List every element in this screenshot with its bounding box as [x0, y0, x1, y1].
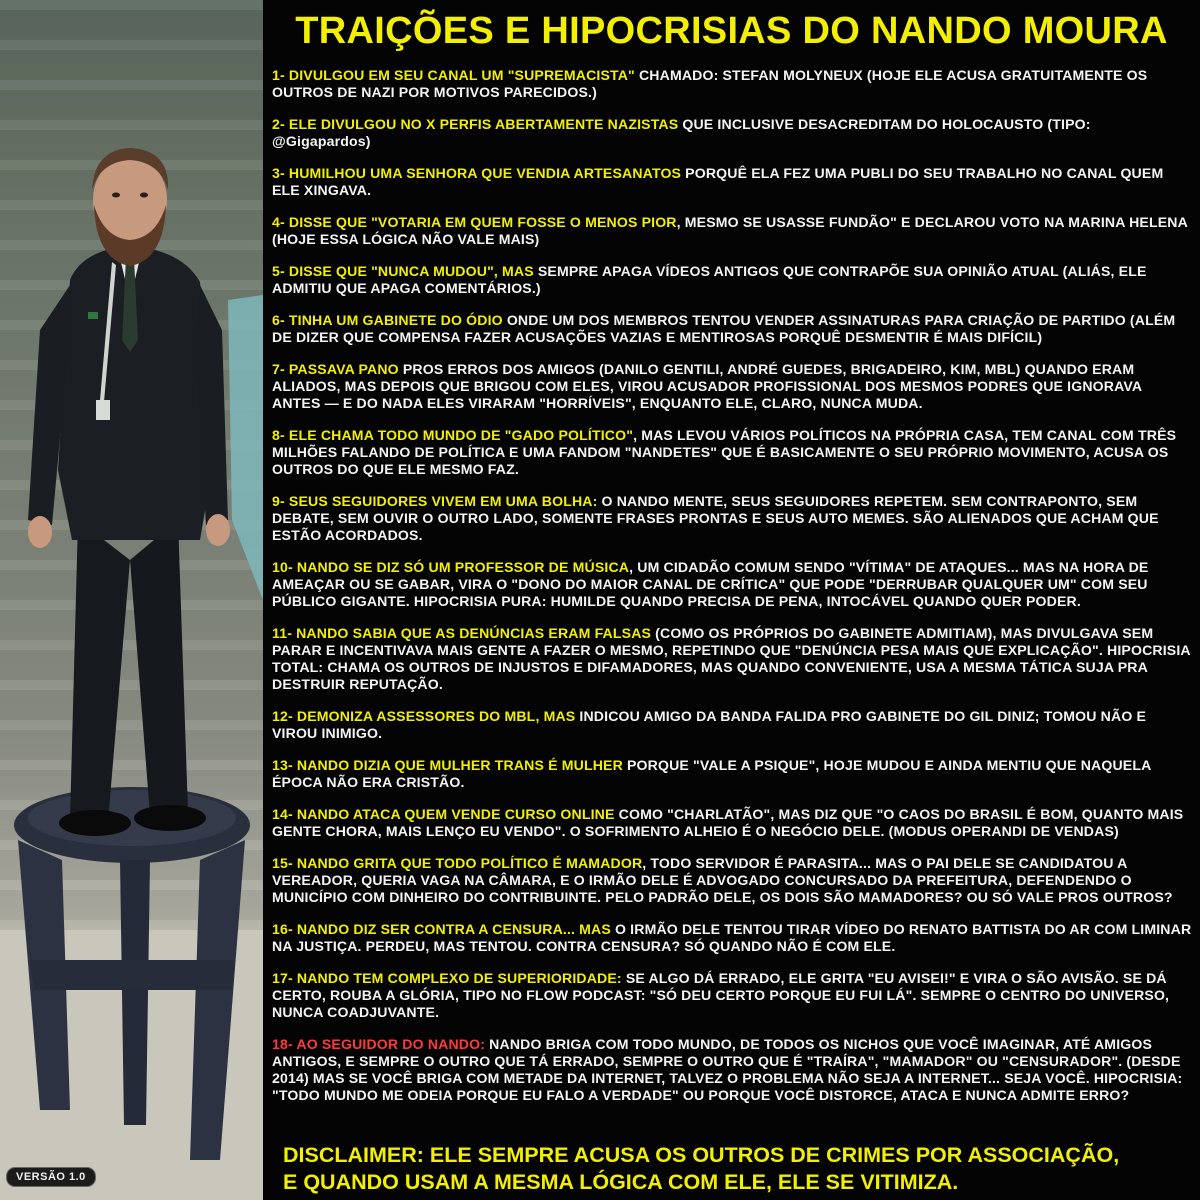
item-text: (COMO OS PRÓPRIOS DO GABINETE ADMITIAM), MAS DIVULGAVA SEM PARAR E INCENTIVAVA MAIS GENTE A FAZER O MESMO, REPETINDO QUE "DENÚNCIA PESA MAIS QUE EXPLICAÇÃO". HIPOCRISIA TOTAL: CHAMA OS OUTROS DE INJUSTOS E DIFAMADORES, MAS QUANDO CONVENIENTE, USA A MESMA TÁTICA SUJA PRA DESTRUIR REPUTAÇÃO.	[272, 625, 1191, 692]
item-highlight: 4- DISSE QUE "VOTARIA EM QUEM FOSSE O MENOS PIOR	[272, 214, 677, 230]
item-text: , MAS LEVOU VÁRIOS POLÍTICOS NA PRÓPRIA CASA, TEM CANAL COM TRÊS MILHÕES FALANDO DE POLÍTICA E UMA FANDOM "NANDETES" QUE É BASICAMENTE O SEU PRÓPRIO MOVIMENTO, ACUSA OS OUTROS DO QUE ELE MESMO FAZ.	[272, 427, 1177, 477]
item-highlight: 8- ELE CHAMA TODO MUNDO DE "GADO POLÍTICO"	[272, 427, 634, 443]
item-highlight: 16- NANDO DIZ SER CONTRA A CENSURA... MAS	[272, 921, 611, 937]
item-highlight: 2- ELE DIVULGOU NO X PERFIS ABERTAMENTE NAZISTAS	[272, 116, 679, 132]
item-text: O IRMÃO DELE TENTOU TIRAR VÍDEO DO RENATO BATTISTA DO AR COM LIMINAR NA JUSTIÇA. PERDEU, MAS TENTOU. CONTRA CENSURA? SÓ QUANDO NÃO É COM ELE.	[272, 921, 1192, 954]
list-item	[272, 214, 1192, 248]
item-text: SEMPRE APAGA VÍDEOS ANTIGOS QUE CONTRAPÕE SUA OPINIÃO ATUAL (ALIÁS, ELE ADMITIU QUE APAGA COMENTÁRIOS.)	[272, 263, 1147, 296]
list-item	[272, 625, 1192, 693]
list-item	[272, 67, 1192, 101]
list-item	[272, 757, 1192, 791]
item-highlight: 11- NANDO SABIA QUE AS DENÚNCIAS ERAM FALSAS	[272, 625, 652, 641]
item-text: QUE INCLUSIVE DESACREDITAM DO HOLOCAUSTO (TIPO: @Gigapardos)	[272, 116, 1091, 149]
list-item	[272, 970, 1192, 1021]
item-text: , MESMO SE USASSE FUNDÃO" E DECLAROU VOTO NA MARINA HELENA (HOJE ESSA LÓGICA NÃO VALE MAIS)	[272, 214, 1188, 247]
item-text: ONDE UM DOS MEMBROS TENTOU VENDER ASSINATURAS PARA CRIAÇÃO DE PARTIDO (ALÉM DE DIZER QUE COMPENSA FAZER ACUSAÇÕES VAZIAS E MENTIROSAS PORQUÊ DESMENTIR É MAIS DIFÍCIL)	[272, 312, 1176, 345]
version-badge: VERSÃO 1.0	[6, 1167, 96, 1187]
item-text: NANDO BRIGA COM TODO MUNDO, DE TODOS OS NICHOS QUE VOCÊ IMAGINAR, ATÉ AMIGOS ANTIGOS, E SEMPRE O OUTRO QUE TÁ ERRADO, SEMPRE O OUTRO QUE É "TRAÍRA", "MAMADOR" OU "CENSURADOR". (DESDE 2014) MAS SE VOCÊ BRIGA COM METADE DA INTERNET, TALVEZ O PROBLEMA NÃO SEJA A INTERNET... SEJA VOCÊ. HIPOCRISIA: "TODO MUNDO ME ODEIA PORQUE EU FALO A VERDADE" OU PORQUE VOCÊ DISTORCE, ATACA E NUNCA ADMITE ERRO?	[272, 1036, 1183, 1103]
accusation-list	[272, 67, 1192, 1119]
item-text: CHAMADO: STEFAN MOLYNEUX (HOJE ELE ACUSA GRATUITAMENTE OS OUTROS DE NAZI POR MOTIVOS PARECIDOS.)	[272, 67, 1148, 100]
list-item	[272, 559, 1192, 610]
list-item	[272, 312, 1192, 346]
item-highlight: 17- NANDO TEM COMPLEXO DE SUPERIORIDADE:	[272, 970, 622, 986]
item-highlight: 15- NANDO GRITA QUE TODO POLÍTICO É MAMADOR	[272, 855, 643, 871]
item-highlight: 13- NANDO DIZIA QUE MULHER TRANS É MULHER	[272, 757, 623, 773]
item-highlight: 5- DISSE QUE "NUNCA MUDOU", MAS	[272, 263, 534, 279]
item-text: INDICOU AMIGO DA BANDA FALIDA PRO GABINETE DO GIL DINIZ; TOMOU NÃO E VIROU INIMIGO.	[272, 708, 1147, 741]
item-text: PORQUE "VALE A PSIQUE", HOJE MUDOU E AINDA MENTIU QUE NAQUELA ÉPOCA NÃO ERA CRISTÃO.	[272, 757, 1151, 790]
item-highlight: 14- NANDO ATACA QUEM VENDE CURSO ONLINE	[272, 806, 615, 822]
disclaimer-line-1: DISCLAIMER: ELE SEMPRE ACUSA OS OUTROS DE CRIMES POR ASSOCIAÇÃO,	[283, 1143, 1120, 1167]
list-item	[272, 855, 1192, 906]
item-text: , TODO SERVIDOR É PARASITA... MAS O PAI DELE SE CANDIDATOU A VEREADOR, QUERIA VAGA NA CÂMARA, E O IRMÃO DELE É ADVOGADO CONCURSADO DA PREFEITURA, DEFENDENDO O MUNICÍPIO COM DINHEIRO DO CONTRIBUINTE. PELO PADRÃO DELE, OS DOIS SÃO MAMADORES? OU SÓ VALE PROS OUTROS?	[272, 855, 1173, 905]
text-panel	[263, 0, 1200, 1200]
list-item	[272, 116, 1192, 150]
list-item	[272, 165, 1192, 199]
item-text: PORQUÊ ELA FEZ UMA PUBLI DO SEU TRABALHO NO CANAL QUEM ELE XINGAVA.	[272, 165, 1164, 198]
item-text: COMO "CHARLATÃO", MAS DIZ QUE "O CAOS DO BRASIL É BOM, QUANTO MAIS GENTE CHORA, MAIS LENÇO EU VENDO". O SOFRIMENTO ALHEIO É O NEGÓCIO DELE. (MODUS OPERANDI DE VENDAS)	[272, 806, 1184, 839]
man-standing-on-stool-illustration	[0, 0, 263, 1200]
list-item	[272, 427, 1192, 478]
disclaimer-line-2: E QUANDO USAM A MESMA LÓGICA COM ELE, ELE SE VITIMIZA.	[283, 1170, 959, 1194]
photo-panel	[0, 0, 263, 1200]
item-highlight: 12- DEMONIZA ASSESSORES DO MBL, MAS	[272, 708, 576, 724]
item-highlight: 7- PASSAVA PANO	[272, 361, 399, 377]
list-item	[272, 263, 1192, 297]
list-item	[272, 806, 1192, 840]
item-text: , UM CIDADÃO COMUM SENDO "VÍTIMA" DE ATAQUES... MAS NA HORA DE AMEAÇAR OU SE GABAR, VIRA O "DONO DO MAIOR CANAL DE CRÍTICA" QUE PODE "DERRUBAR QUALQUER UM" COM SEU PÚBLICO GIGANTE. HIPOCRISIA PURA: HUMILDE QUANDO PRECISA DE PENA, INTOCÁVEL QUANDO QUER PODER.	[272, 559, 1149, 609]
item-highlight: 6- TINHA UM GABINETE DO ÓDIO	[272, 312, 503, 328]
item-text: SE ALGO DÁ ERRADO, ELE GRITA "EU AVISEI!" E VIRA O SÃO AVISÃO. SE DÁ CERTO, ROUBA A GLÓRIA, TIPO NO FLOW PODCAST: "SÓ DEU CERTO PORQUE EU FUI LÁ". SEMPRE O CENTRO DO UNIVERSO, NUNCA COADJUVANTE.	[272, 970, 1170, 1020]
item-highlight: 1- DIVULGOU EM SEU CANAL UM "SUPREMACISTA"	[272, 67, 635, 83]
disclaimer	[283, 1142, 1193, 1196]
list-item	[272, 708, 1192, 742]
item-highlight: 18- AO SEGUIDOR DO NANDO:	[272, 1036, 486, 1052]
list-item	[272, 493, 1192, 544]
item-highlight: 9- SEUS SEGUIDORES VIVEM EM UMA BOLHA:	[272, 493, 598, 509]
item-text: O NANDO MENTE, SEUS SEGUIDORES REPETEM. SEM CONTRAPONTO, SEM DEBATE, SEM OUVIR O OUTRO LADO, SOMENTE FRASES PRONTAS E SEUS AUTO MEMES. SÃO ALIENADOS QUE ACHAM QUE ESTÃO ACORDADOS.	[272, 493, 1159, 543]
list-item	[272, 361, 1192, 412]
page-title: TRAIÇÕES E HIPOCRISIAS DO NANDO MOURA	[295, 10, 1168, 52]
item-text: PROS ERROS DOS AMIGOS (DANILO GENTILI, ANDRÉ GUEDES, BRIGADEIRO, KIM, MBL) QUANDO ERAM ALIADOS, MAS DEPOIS QUE BRIGOU COM ELES, VIROU ACUSADOR PROFISSIONAL DOS MESMOS PODRES QUE IGNORAVA ANTES — E DO NADA ELES VIRARAM "HORRÍVEIS", ENQUANTO ELE, CLARO, NUNCA MUDA.	[272, 361, 1142, 411]
list-item	[272, 1036, 1192, 1104]
list-item	[272, 921, 1192, 955]
item-highlight: 10- NANDO SE DIZ SÓ UM PROFESSOR DE MÚSICA	[272, 559, 630, 575]
item-highlight: 3- HUMILHOU UMA SENHORA QUE VENDIA ARTESANATOS	[272, 165, 682, 181]
